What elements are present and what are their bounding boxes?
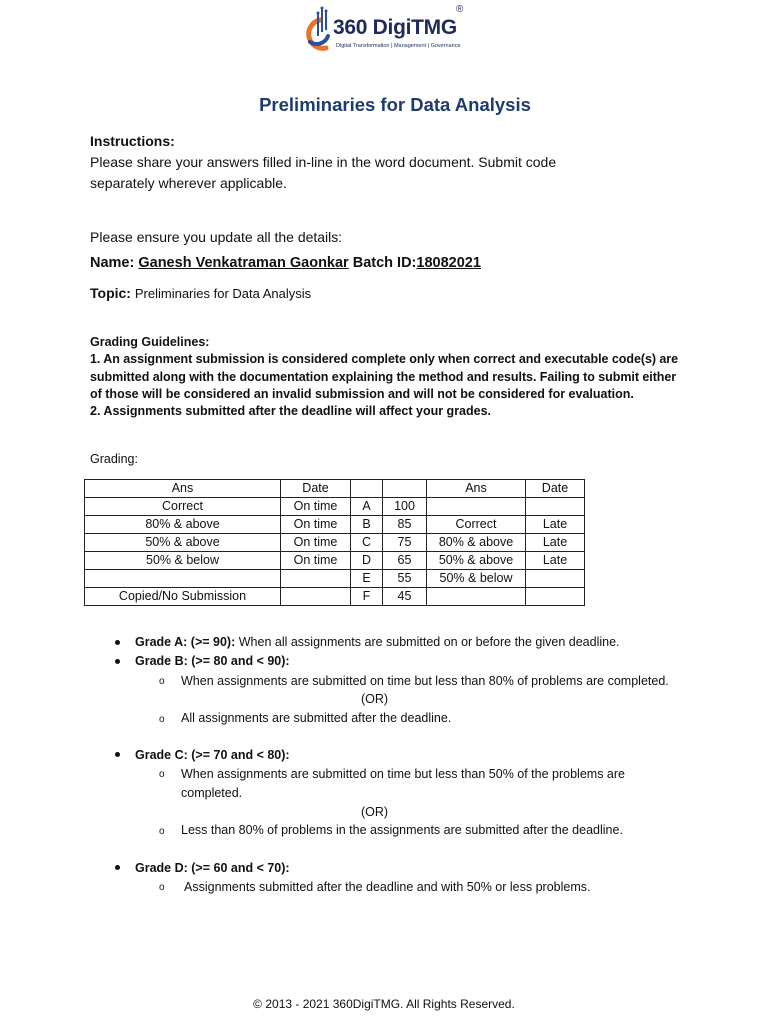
grade-a-text: When all assignments are submitted on or before the given deadline. (235, 635, 620, 649)
logo-mark-icon (300, 6, 336, 60)
table-cell: Late (526, 534, 585, 552)
grade-d-label: Grade D: (>= 60 and < 70): (135, 861, 290, 875)
sub-bullet-icon: o (159, 714, 165, 725)
grade-a-item (135, 634, 620, 651)
name-line (90, 253, 481, 274)
guidelines-line-2: submitted along with the documentation explaining the method and results. Failing to submit either (90, 370, 677, 384)
topic-label: Topic: (90, 285, 131, 301)
bullet-icon (115, 640, 120, 645)
bullet-icon (115, 865, 120, 870)
table-cell: 50% & above (85, 534, 281, 552)
header-cell: Date (281, 480, 351, 498)
table-cell: 50% & below (427, 570, 526, 588)
table-cell: On time (281, 498, 351, 516)
table-row (85, 552, 585, 570)
bullet-icon (115, 659, 120, 664)
table-cell: On time (281, 552, 351, 570)
footer-copyright: © 2013 - 2021 360DigiTMG. All Rights Reserved. (253, 997, 515, 1011)
table-cell: On time (281, 516, 351, 534)
table-cell: Correct (427, 516, 526, 534)
name-label: Name: (90, 255, 135, 271)
sub-bullet-icon: o (159, 676, 165, 687)
guidelines-line-3: of those will be considered an invalid submission and will not be considered for evaluation. (90, 387, 634, 401)
table-cell: 75 (383, 534, 427, 552)
grade-d-sub-1: Assignments submitted after the deadline and with 50% or less problems. (184, 880, 591, 894)
grade-c-sub-2: Less than 80% of problems in the assignments are submitted after the deadline. (181, 823, 623, 837)
table-cell (85, 570, 281, 588)
document-title: Preliminaries for Data Analysis (259, 94, 531, 115)
table-row (85, 516, 585, 534)
sub-bullet-icon: o (159, 882, 165, 893)
table-header-row (85, 480, 585, 498)
table-cell: Late (526, 516, 585, 534)
grade-b-sub-1: When assignments are submitted on time but less than 80% of problems are completed. (181, 674, 669, 688)
header-cell: Ans (427, 480, 526, 498)
batch-label: Batch ID: (352, 255, 417, 271)
instructions-line-2: separately wherever applicable. (90, 175, 287, 191)
guidelines-line-4: 2. Assignments submitted after the deadline will affect your grades. (90, 404, 492, 418)
table-cell: 50% & below (85, 552, 281, 570)
table-cell: D (351, 552, 383, 570)
grade-c-or: (OR) (361, 805, 389, 819)
grade-a-label: Grade A: (>= 90): (135, 635, 236, 649)
company-logo (300, 4, 470, 60)
table-cell: 65 (383, 552, 427, 570)
sub-bullet-icon: o (159, 769, 165, 780)
table-cell (281, 570, 351, 588)
table-cell: 80% & above (427, 534, 526, 552)
table-cell: C (351, 534, 383, 552)
table-cell: 50% & above (427, 552, 526, 570)
table-cell: 100 (383, 498, 427, 516)
table-row (85, 498, 585, 516)
logo-tagline: Digital Transformation | Management | Governance (336, 43, 461, 49)
table-cell (427, 498, 526, 516)
details-prompt: Please ensure you update all the details: (90, 229, 343, 245)
table-row (85, 570, 585, 588)
table-row (85, 534, 585, 552)
grade-b-or: (OR) (361, 692, 389, 706)
topic-value: Preliminaries for Data Analysis (134, 286, 312, 301)
topic-line (90, 283, 311, 304)
grading-table (84, 479, 585, 606)
guidelines-heading: Grading Guidelines: (90, 335, 210, 349)
header-cell: Date (526, 480, 585, 498)
table-cell: F (351, 588, 383, 606)
instructions-line-1: Please share your answers filled in-line in the word document. Submit code (90, 154, 557, 170)
table-cell: B (351, 516, 383, 534)
sub-bullet-icon: o (159, 826, 165, 837)
instructions-heading: Instructions: (90, 133, 175, 149)
grade-c-sub-1b: completed. (181, 786, 243, 800)
grade-c-label: Grade C: (>= 70 and < 80): (135, 748, 290, 762)
header-cell (351, 480, 383, 498)
registered-mark: ® (456, 4, 464, 15)
table-cell (526, 498, 585, 516)
grade-b-label: Grade B: (>= 80 and < 90): (135, 654, 290, 668)
table-cell: Copied/No Submission (85, 588, 281, 606)
batch-value: 18082021 (416, 255, 481, 271)
table-cell: 85 (383, 516, 427, 534)
table-cell (526, 570, 585, 588)
name-value: Ganesh Venkatraman Gaonkar (138, 255, 349, 271)
grade-c-sub-1a: When assignments are submitted on time but less than 50% of the problems are (181, 767, 625, 781)
header-cell: Ans (85, 480, 281, 498)
grading-label: Grading: (90, 452, 138, 466)
table-row (85, 588, 585, 606)
table-cell: Late (526, 552, 585, 570)
grade-b-sub-2: All assignments are submitted after the deadline. (181, 711, 452, 725)
table-cell: E (351, 570, 383, 588)
table-cell: 45 (383, 588, 427, 606)
table-cell (281, 588, 351, 606)
bullet-icon (115, 752, 120, 757)
table-cell (427, 588, 526, 606)
table-cell (526, 588, 585, 606)
table-cell: On time (281, 534, 351, 552)
logo-brand: 360 DigiTMG (333, 16, 457, 39)
header-cell (383, 480, 427, 498)
table-cell: A (351, 498, 383, 516)
table-cell: 55 (383, 570, 427, 588)
table-cell: Correct (85, 498, 281, 516)
guidelines-line-1: 1. An assignment submission is considered complete only when correct and executable code(s) are (90, 352, 679, 366)
table-cell: 80% & above (85, 516, 281, 534)
